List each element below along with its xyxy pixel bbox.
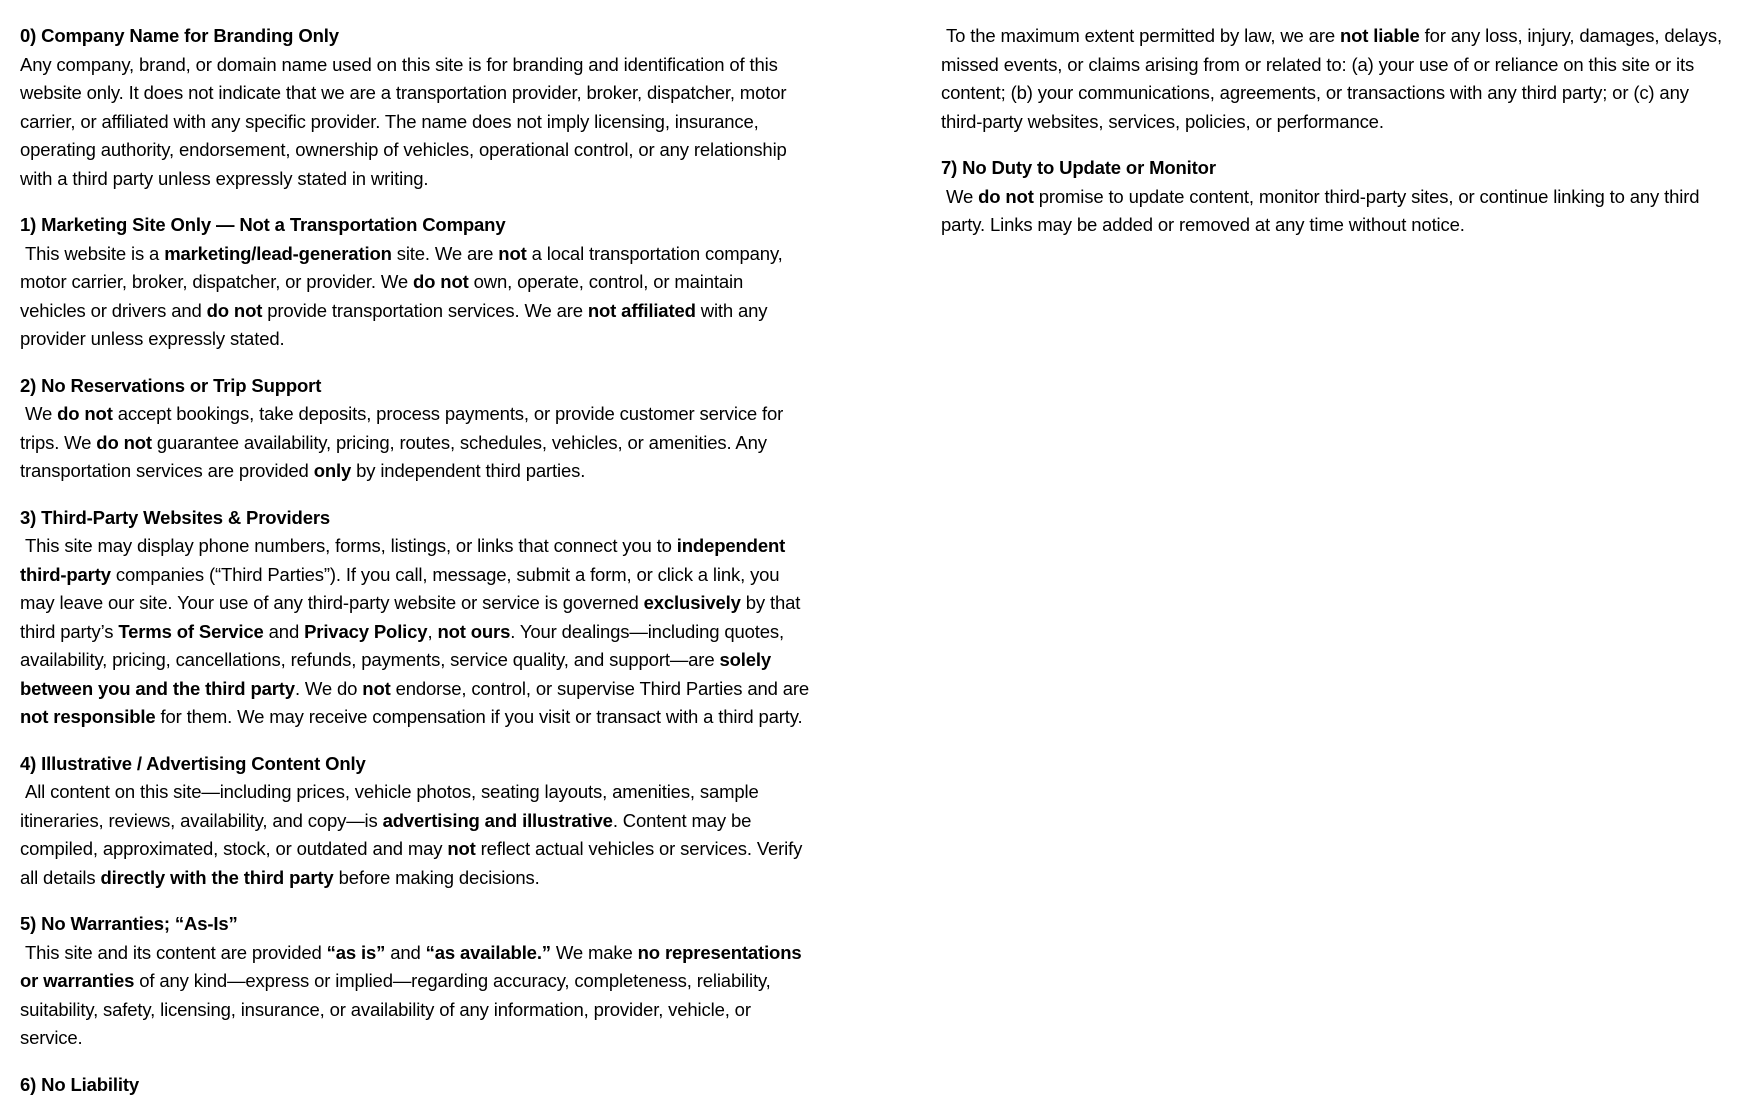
- section-2-body-seg-4: guarantee availability, pricing, routes, schedules, vehicles, or amenities. Any transportation services are provided: [20, 431, 772, 481]
- section-7: [941, 154, 1732, 240]
- section-1-body-seg-1: marketing/lead-generation: [164, 242, 392, 264]
- section-2-body-seg-0: We: [20, 403, 58, 424]
- section-1-body-seg-2: site. We are: [391, 242, 499, 264]
- section-6-body-seg-2: for any loss, injury, damages, delays, missed events, or claims arising from or related to: (a) your use of or reliance on this site or its content; (b) your communications, agreements, or transactions with any third party; or (c) any third-party websites, services, policies, or performance.: [941, 25, 1727, 132]
- section-1-body-seg-10: with any provider unless expressly stated.: [20, 299, 773, 349]
- section-3: [20, 504, 815, 732]
- section-4: [20, 750, 811, 893]
- section-7-body-seg-0: We: [941, 185, 979, 207]
- section-7-body-seg-1: do not: [978, 185, 1034, 207]
- section-1-body-seg-4: a local transportation company, motor carrier, broker, dispatcher, or provider. We: [20, 242, 788, 292]
- section-3-body-seg-10: . Your dealings—including quotes, availability, pricing, cancellations, refunds, payments, service quality, and support—are: [20, 620, 790, 670]
- section-2-body-seg-5: only: [313, 460, 352, 481]
- section-1-body-seg-9: not affiliated: [587, 299, 696, 321]
- section-4-body-seg-1: advertising and illustrative: [382, 809, 613, 831]
- section-0: [20, 22, 811, 193]
- section-3-body-seg-1: independent third-party: [20, 535, 791, 585]
- section-3-body-seg-11: solely between you and the third party: [20, 649, 776, 699]
- section-6-body-seg-1: not liable: [1339, 25, 1420, 46]
- section-4-body-seg-3: not: [447, 838, 476, 859]
- section-3-body-seg-9: not ours: [437, 620, 511, 642]
- section-0-body-seg-0: Any company, brand, or domain name used on this site is for branding and identification of this website only. It does not indicate that we are a transportation provider, broker, dispatcher, motor carrier, or affiliated with any specific provider. The name does not imply licensing, insurance, operating authority, endorsement, ownership of vehicles, operational control, or any relationship with a third party unless expressly stated in writing.: [20, 53, 792, 189]
- section-1-body-seg-0: This website is a: [20, 242, 165, 264]
- section-3-body-seg-2: companies (“Third Parties”). If you call, message, submit a form, or click a link, you may leave our site. Your use of any third-party website or service is governed: [20, 563, 785, 613]
- section-5-body-seg-0: This site and its content are provided: [20, 941, 327, 963]
- section-3-body-seg-5: Terms of Service: [118, 620, 264, 642]
- section-3-body-seg-7: Privacy Policy: [304, 620, 428, 642]
- section-7-heading: 7) No Duty to Update or Monitor: [941, 157, 1216, 178]
- section-2: [20, 372, 811, 486]
- section-1-body-seg-7: do not: [206, 299, 263, 321]
- section-7-body-seg-2: promise to update content, monitor third-party sites, or continue linking to any third party. Links may be added or removed at any time without notice.: [941, 185, 1705, 235]
- section-3-body-seg-0: This site may display phone numbers, forms, listings, or links that connect you to: [20, 535, 677, 556]
- section-5-body-seg-1: “as is”: [326, 941, 386, 963]
- section-2-body-seg-2: accept bookings, take deposits, process payments, or provide customer service for trips. We: [20, 403, 789, 453]
- section-2-body-seg-1: do not: [57, 403, 113, 424]
- section-3-heading: 3) Third-Party Websites & Providers: [20, 506, 331, 528]
- section-0-heading: 0) Company Name for Branding Only: [20, 25, 339, 46]
- section-4-body-seg-0: All content on this site—including prices, vehicle photos, seating layouts, amenities, sample itineraries, reviews, availability, and copy—is: [20, 781, 764, 831]
- section-3-body-seg-3: exclusively: [643, 592, 741, 613]
- section-2-heading: 2) No Reservations or Trip Support: [20, 374, 322, 396]
- section-1-body-seg-3: not: [498, 242, 527, 264]
- section-1: [20, 211, 811, 354]
- section-3-body-seg-4: by that third party’s: [20, 592, 806, 642]
- section-3-body-seg-6: and: [263, 620, 305, 642]
- section-1-body-seg-6: own, operate, control, or maintain vehicles or drivers and: [20, 271, 749, 321]
- section-5: [20, 910, 811, 1053]
- section-4-body-seg-6: before making decisions.: [333, 866, 540, 888]
- section-5-heading: 5) No Warranties; “As-Is”: [20, 913, 238, 934]
- section-5-body-seg-6: of any kind—express or implied—regarding accuracy, completeness, reliability, suitability, safety, licensing, insurance, or availability of any information, provider, vehicle, or service.: [20, 970, 776, 1048]
- section-6-heading: 6) No Liability: [20, 1073, 140, 1095]
- section-3-body-seg-16: for them. We may receive compensation if you visit or transact with a third party.: [155, 706, 803, 727]
- section-5-body-seg-5: no representations or warranties: [20, 941, 807, 991]
- section-3-body-seg-8: ,: [427, 620, 438, 642]
- section-3-body-seg-14: endorse, control, or supervise Third Parties and are: [390, 677, 815, 699]
- section-1-body-seg-5: do not: [413, 271, 469, 292]
- section-5-body-seg-4: We make: [550, 941, 638, 963]
- section-6-body-seg-0: To the maximum extent permitted by law, we are: [941, 25, 1340, 46]
- section-4-body-seg-4: reflect actual vehicles or services. Verify all details: [20, 838, 808, 888]
- section-5-body-seg-2: and: [385, 941, 426, 963]
- section-4-heading: 4) Illustrative / Advertising Content Only: [20, 752, 366, 774]
- section-2-body-seg-3: do not: [96, 431, 152, 453]
- section-4-body-seg-5: directly with the third party: [100, 866, 334, 888]
- section-3-body-seg-13: not: [362, 677, 391, 699]
- section-1-body-seg-8: provide transportation services. We are: [262, 299, 588, 321]
- section-3-body-seg-15: not responsible: [20, 706, 156, 727]
- section-3-body-seg-12: . We do: [294, 677, 363, 699]
- section-5-body-seg-3: “as available.”: [425, 941, 551, 963]
- section-1-heading: 1) Marketing Site Only — Not a Transportation Company: [20, 214, 506, 235]
- section-4-body-seg-2: . Content may be compiled, approximated, stock, or outdated and may: [20, 809, 757, 859]
- section-2-body-seg-6: by independent third parties.: [351, 460, 586, 481]
